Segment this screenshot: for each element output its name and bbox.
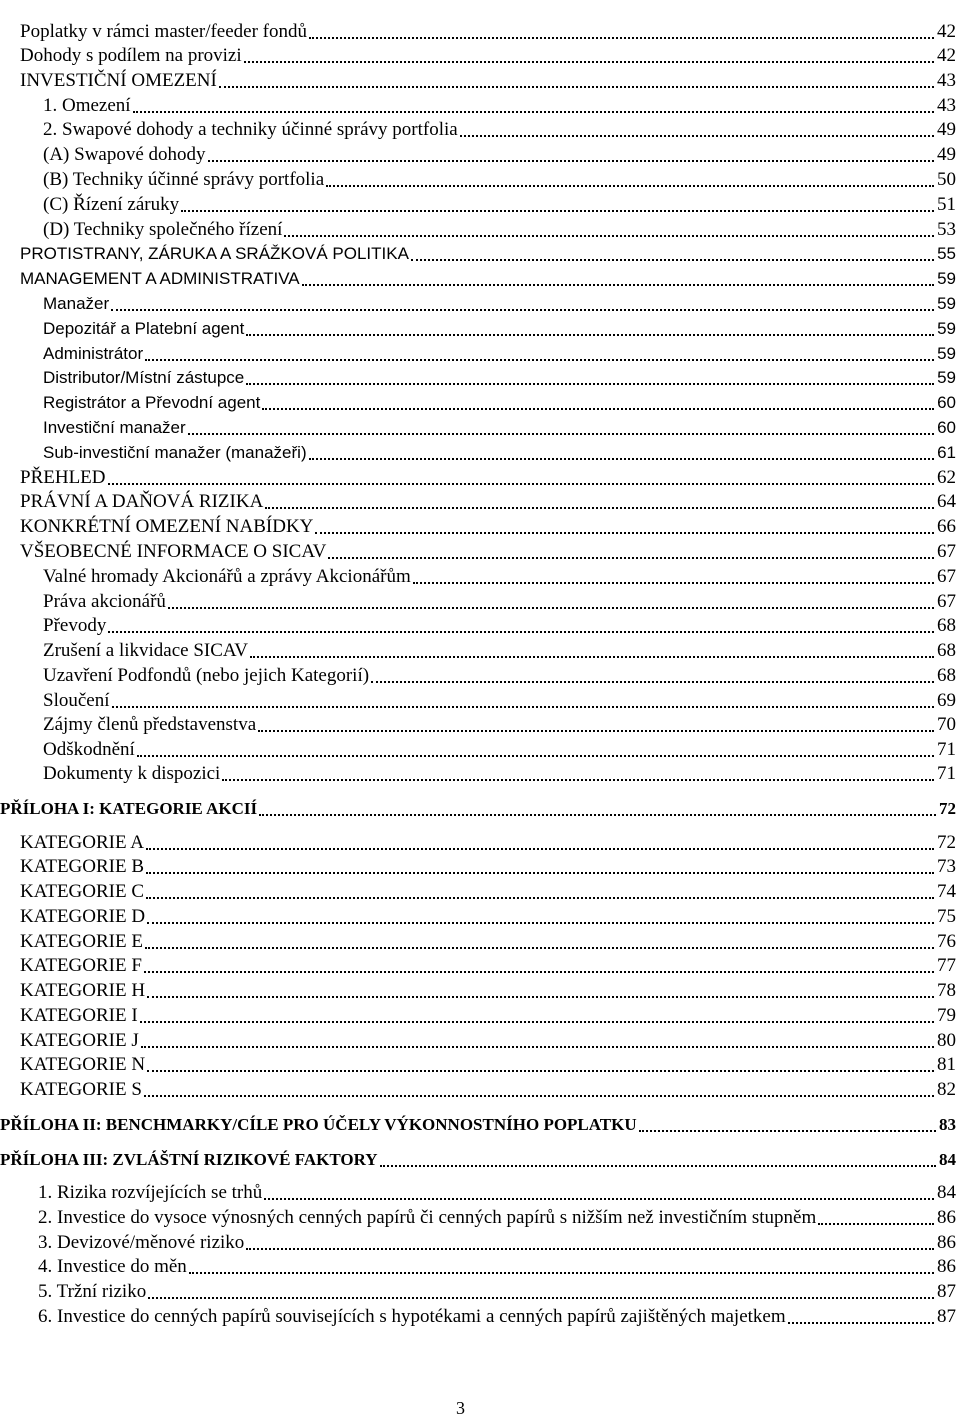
toc-entry[interactable] xyxy=(20,830,956,854)
toc-entry[interactable] xyxy=(38,1279,956,1303)
toc-entry-title: Manažer xyxy=(43,294,110,313)
toc-dot-leader xyxy=(112,706,935,708)
toc-entry-page: 87 xyxy=(937,1281,956,1302)
toc-entry[interactable] xyxy=(43,291,956,315)
toc-entry[interactable] xyxy=(43,415,956,439)
toc-dot-leader xyxy=(108,483,935,485)
toc-dot-leader xyxy=(259,814,936,816)
toc-entry-title: INVESTIČNÍ OMEZENÍ xyxy=(20,70,217,91)
toc-entry-title: Zrušení a likvidace SICAV xyxy=(43,640,248,661)
toc-entry-title: Dokumenty k dispozici xyxy=(43,763,221,784)
toc-dot-leader xyxy=(145,359,934,361)
toc-entry-page: 71 xyxy=(937,763,956,784)
toc-entry-page: 80 xyxy=(937,1030,956,1051)
toc-entry[interactable] xyxy=(43,117,956,141)
toc-entry[interactable] xyxy=(20,1077,956,1101)
toc-entry-title: Dohody s podílem na provizi xyxy=(20,45,242,66)
toc-entry-page: 59 xyxy=(937,294,956,313)
toc-entry-page: 67 xyxy=(937,591,956,612)
toc-entry-page: 86 xyxy=(937,1232,956,1253)
toc-entry[interactable] xyxy=(43,663,956,687)
toc-entry[interactable] xyxy=(43,589,956,613)
toc-entry-title: Registrátor a Převodní agent xyxy=(43,393,261,412)
page-number: 3 xyxy=(456,1398,465,1418)
toc-entry-title: PŘÍLOHA III: ZVLÁŠTNÍ RIZIKOVÉ FAKTORY xyxy=(0,1150,378,1169)
toc-dot-leader xyxy=(188,433,934,435)
toc-entry[interactable] xyxy=(20,929,956,953)
toc-entry[interactable] xyxy=(43,737,956,761)
toc-entry-title: Převody xyxy=(43,615,107,636)
toc-entry[interactable] xyxy=(20,266,956,290)
toc-entry-page: 84 xyxy=(939,1150,956,1169)
toc-entry-page: 68 xyxy=(937,665,956,686)
toc-entry[interactable] xyxy=(43,316,956,340)
toc-entry[interactable] xyxy=(20,1003,956,1027)
toc-entry-page: 60 xyxy=(937,418,956,437)
toc-dot-leader xyxy=(146,897,934,899)
toc-entry[interactable] xyxy=(38,1254,956,1278)
toc-entry[interactable] xyxy=(43,761,956,785)
toc-dot-leader xyxy=(111,309,934,311)
toc-entry-page: 42 xyxy=(937,21,956,42)
toc-entry-page: 50 xyxy=(937,169,956,190)
toc-dot-leader xyxy=(639,1130,936,1132)
toc-dot-leader xyxy=(788,1322,934,1324)
toc-entry-title: Distributor/Místní zástupce xyxy=(43,368,245,387)
toc-entry-title: Valné hromady Akcionářů a zprávy Akcionářům xyxy=(43,566,411,587)
toc-entry-page: 72 xyxy=(937,832,956,853)
toc-dot-leader xyxy=(246,1248,934,1250)
toc-dot-leader xyxy=(108,631,934,633)
toc-entry-title: 1. Omezení xyxy=(43,95,131,116)
toc-entry-page: 77 xyxy=(937,955,956,976)
toc-entry-page: 87 xyxy=(937,1306,956,1327)
toc-entry-page: 64 xyxy=(937,491,956,512)
toc-entry[interactable] xyxy=(43,365,956,389)
toc-entry[interactable] xyxy=(38,1205,956,1229)
toc-entry-page: 43 xyxy=(937,70,956,91)
toc-entry-page: 70 xyxy=(937,714,956,735)
toc-dot-leader xyxy=(146,848,934,850)
toc-entry-title: (B) Techniky účinné správy portfolia xyxy=(43,169,325,190)
toc-entry-title: PŘEHLED xyxy=(20,467,106,488)
toc-entry[interactable] xyxy=(20,68,956,92)
toc-entry-title: KATEGORIE N xyxy=(20,1054,146,1075)
toc-entry-title: PRÁVNÍ A DAŇOVÁ RIZIKA xyxy=(20,491,264,512)
toc-entry-page: 66 xyxy=(937,516,956,537)
toc-entry[interactable] xyxy=(0,1112,956,1136)
toc-entry-page: 72 xyxy=(939,799,956,818)
toc-entry[interactable] xyxy=(20,953,956,977)
toc-entry[interactable] xyxy=(43,192,956,216)
toc-entry-title: Investiční manažer xyxy=(43,418,186,437)
toc-entry[interactable] xyxy=(38,1304,956,1328)
toc-dot-leader xyxy=(371,681,934,683)
toc-entry-title: Zájmy členů představenstva xyxy=(43,714,257,735)
toc-entry[interactable] xyxy=(43,613,956,637)
toc-entry[interactable] xyxy=(0,796,956,820)
toc-entry-title: KATEGORIE A xyxy=(20,832,145,853)
toc-entry[interactable] xyxy=(20,978,956,1002)
toc-entry-page: 62 xyxy=(937,467,956,488)
toc-entry-page: 59 xyxy=(937,319,956,338)
toc-entry-page: 49 xyxy=(937,119,956,140)
toc-dot-leader xyxy=(265,507,934,509)
toc-dot-leader xyxy=(145,947,934,949)
toc-entry[interactable] xyxy=(20,539,956,563)
toc-dot-leader xyxy=(264,1198,934,1200)
toc-entry-page: 69 xyxy=(937,690,956,711)
toc-dot-leader xyxy=(147,1070,934,1072)
toc-entry[interactable] xyxy=(43,167,956,191)
toc-dot-leader xyxy=(250,656,934,658)
toc-entry[interactable] xyxy=(43,688,956,712)
toc-entry-page: 49 xyxy=(937,144,956,165)
toc-entry[interactable] xyxy=(20,514,956,538)
toc-entry[interactable] xyxy=(43,93,956,117)
toc-dot-leader xyxy=(328,557,934,559)
toc-dot-leader xyxy=(326,185,934,187)
toc-entry[interactable] xyxy=(43,638,956,662)
toc-dot-leader xyxy=(284,235,934,237)
toc-entry-page: 67 xyxy=(937,541,956,562)
toc-dot-leader xyxy=(141,1046,934,1048)
toc-entry[interactable] xyxy=(0,1147,956,1171)
toc-entry[interactable] xyxy=(20,879,956,903)
toc-entry-page: 86 xyxy=(937,1207,956,1228)
toc-dot-leader xyxy=(208,160,934,162)
toc-entry-page: 81 xyxy=(937,1054,956,1075)
toc-entry-title: Depozitář a Platební agent xyxy=(43,319,245,338)
toc-entry[interactable] xyxy=(38,1180,956,1204)
toc-entry-page: 59 xyxy=(937,269,956,288)
toc-entry-title: Sub-investiční manažer (manažeři) xyxy=(43,443,307,462)
toc-entry-title: 2. Swapové dohody a techniky účinné správy portfolia xyxy=(43,119,458,140)
toc-entry-title: Uzavření Podfondů (nebo jejich Kategorií) xyxy=(43,665,370,686)
toc-dot-leader xyxy=(222,779,934,781)
toc-entry[interactable] xyxy=(38,1230,956,1254)
toc-entry-page: 67 xyxy=(937,566,956,587)
toc-entry-page: 61 xyxy=(937,443,956,462)
toc-entry[interactable] xyxy=(43,217,956,241)
toc-entry-title: KONKRÉTNÍ OMEZENÍ NABÍDKY xyxy=(20,516,314,537)
toc-entry-page: 79 xyxy=(937,1005,956,1026)
toc-entry-title: KATEGORIE B xyxy=(20,856,145,877)
toc-entry-title: 2. Investice do vysoce výnosných cenných papírů či cenných papírů s nižším než investičním stupněm xyxy=(38,1207,817,1228)
toc-entry-title: 5. Tržní riziko xyxy=(38,1281,147,1302)
toc-entry-page: 75 xyxy=(937,906,956,927)
toc-dot-leader xyxy=(146,872,934,874)
toc-entry-title: MANAGEMENT A ADMINISTRATIVA xyxy=(20,269,300,288)
toc-entry-title: PŘÍLOHA II: BENCHMARKY/CÍLE PRO ÚČELY VÝKONNOSTNÍHO POPLATKU xyxy=(0,1115,637,1134)
toc-entry-title: KATEGORIE J xyxy=(20,1030,139,1051)
toc-entry[interactable] xyxy=(43,341,956,365)
toc-entry-title: KATEGORIE H xyxy=(20,980,146,1001)
toc-dot-leader xyxy=(302,284,934,286)
toc-entry[interactable] xyxy=(20,1052,956,1076)
toc-entry-page: 82 xyxy=(937,1079,956,1100)
toc-entry[interactable] xyxy=(43,564,956,588)
toc-dot-leader xyxy=(137,755,934,757)
toc-entry-page: 76 xyxy=(937,931,956,952)
toc-entry[interactable] xyxy=(20,43,956,67)
toc-entry-page: 78 xyxy=(937,980,956,1001)
toc-dot-leader xyxy=(148,1297,934,1299)
toc-entry-title: Práva akcionářů xyxy=(43,591,166,612)
toc-entry-title: VŠEOBECNÉ INFORMACE O SICAV xyxy=(20,541,327,562)
toc-entry-page: 51 xyxy=(937,194,956,215)
toc-entry-page: 68 xyxy=(937,615,956,636)
toc-entry[interactable] xyxy=(43,142,956,166)
toc-dot-leader xyxy=(147,922,934,924)
toc-entry-title: PŘÍLOHA I: KATEGORIE AKCIÍ xyxy=(0,799,258,818)
toc-entry[interactable] xyxy=(20,904,956,928)
toc-entry-title: KATEGORIE F xyxy=(20,955,142,976)
toc-entry-title: 3. Devizové/měnové riziko xyxy=(38,1232,245,1253)
toc-entry[interactable] xyxy=(20,1028,956,1052)
toc-entry-page: 43 xyxy=(937,95,956,116)
toc-entry-page: 74 xyxy=(937,881,956,902)
toc-dot-leader xyxy=(258,730,934,732)
toc-entry-title: PROTISTRANY, ZÁRUKA A SRÁŽKOVÁ POLITIKA xyxy=(20,244,409,263)
toc-entry-title: KATEGORIE S xyxy=(20,1079,142,1100)
toc-entry-title: KATEGORIE I xyxy=(20,1005,138,1026)
toc-entry-title: Administrátor xyxy=(43,344,144,363)
toc-entry-page: 84 xyxy=(937,1182,956,1203)
toc-entry-title: (A) Swapové dohody xyxy=(43,144,206,165)
toc-entry-page: 53 xyxy=(937,219,956,240)
toc-dot-leader xyxy=(413,582,934,584)
toc-dot-leader xyxy=(144,1095,934,1097)
toc-entry-title: KATEGORIE E xyxy=(20,931,143,952)
toc-entry-page: 83 xyxy=(939,1115,956,1134)
toc-dot-leader xyxy=(244,61,934,63)
toc-entry-page: 60 xyxy=(937,393,956,412)
toc-entry-title: Odškodnění xyxy=(43,739,135,760)
toc-entry-page: 73 xyxy=(937,856,956,877)
toc-entry[interactable] xyxy=(20,489,956,513)
toc-dot-leader xyxy=(818,1223,934,1225)
toc-entry-page: 42 xyxy=(937,45,956,66)
toc-entry-page: 59 xyxy=(937,368,956,387)
toc-dot-leader xyxy=(181,210,934,212)
toc-dot-leader xyxy=(246,334,934,336)
toc-entry-title: (C) Řízení záruky xyxy=(43,194,180,215)
toc-entry-page: 71 xyxy=(937,739,956,760)
toc-dot-leader xyxy=(144,971,934,973)
toc-dot-leader xyxy=(189,1272,934,1274)
toc-entry-title: KATEGORIE C xyxy=(20,881,145,902)
toc-dot-leader xyxy=(411,259,934,261)
toc-entry[interactable] xyxy=(43,712,956,736)
toc-entry[interactable] xyxy=(20,465,956,489)
toc-entry-page: 59 xyxy=(937,344,956,363)
toc-entry-title: Sloučení xyxy=(43,690,110,711)
toc-dot-leader xyxy=(262,408,934,410)
toc-entry-title: 6. Investice do cenných papírů souvisejících s hypotékami a cenných papírů zajištěných majetkem xyxy=(38,1306,786,1327)
toc-dot-leader xyxy=(147,996,934,998)
toc-entry[interactable] xyxy=(20,241,956,265)
toc-dot-leader xyxy=(219,86,934,88)
toc-entry-page: 55 xyxy=(937,244,956,263)
toc-dot-leader xyxy=(309,458,934,460)
toc-entry-page: 86 xyxy=(937,1256,956,1277)
toc-entry-page: 68 xyxy=(937,640,956,661)
toc-dot-leader xyxy=(460,135,934,137)
toc-dot-leader xyxy=(246,383,934,385)
toc-dot-leader xyxy=(168,607,934,609)
toc-dot-leader xyxy=(140,1021,934,1023)
toc-dot-leader xyxy=(380,1165,936,1167)
toc-entry-title: 1. Rizika rozvíjejících se trhů xyxy=(38,1182,263,1203)
toc-entry[interactable] xyxy=(20,854,956,878)
toc-entry-title: (D) Techniky společného řízení xyxy=(43,219,283,240)
toc-dot-leader xyxy=(315,532,934,534)
toc-entry-title: 4. Investice do měn xyxy=(38,1256,187,1277)
toc-entry[interactable] xyxy=(20,19,956,43)
toc-dot-leader xyxy=(133,111,934,113)
toc-entry[interactable] xyxy=(43,440,956,464)
toc-entry-title: KATEGORIE D xyxy=(20,906,146,927)
toc-entry-title: Poplatky v rámci master/feeder fondů xyxy=(20,21,308,42)
toc-dot-leader xyxy=(309,37,934,39)
toc-entry[interactable] xyxy=(43,390,956,414)
